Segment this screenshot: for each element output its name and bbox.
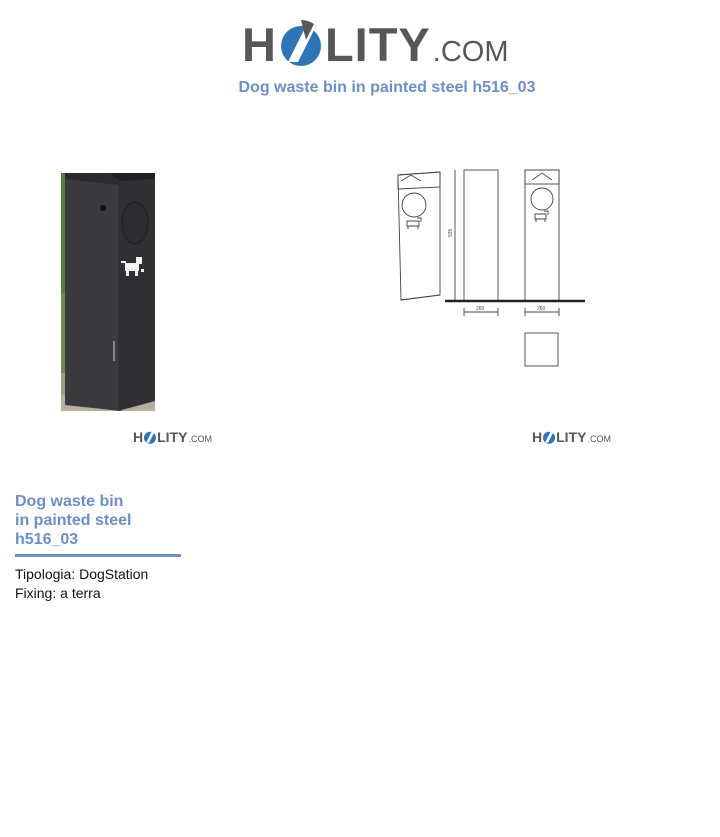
logo-o-mark-icon [143,430,157,445]
product-name-line-3: h516_03 [15,531,79,548]
attribute-label: Tipologia [15,566,72,582]
logo-letter-h: H [133,429,144,445]
product-attributes [15,565,148,603]
logo-tld: .COM [587,434,611,444]
side-width-dimension-label: 260 [476,306,485,312]
product-name-line-1: Dog waste bin [15,493,124,510]
attribute-value: a terra [60,585,101,601]
page-title: Dog waste bin in painted steel h516_03 [238,79,536,96]
product-name-line-2: in painted steel [15,512,132,529]
logo-tld: .COM [188,434,212,444]
product-photo [61,173,155,411]
section-divider [15,554,181,557]
logo-letters-lity: LITY [324,18,431,71]
technical-drawing [395,165,590,370]
photo-logo [133,430,212,445]
product-name [15,492,131,549]
logo-o-mark-icon [278,20,324,70]
logo-letter-h: H [532,429,543,445]
holity-logo [242,12,509,70]
drawing-logo [532,430,611,445]
height-dimension-label: 935 [448,228,454,237]
logo-letter-h: H [242,18,277,71]
logo-tld: .COM [432,36,509,68]
attribute-row-tipologia: Tipologia: DogStation [15,566,149,582]
logo-letters-lity: LITY [556,429,587,445]
attribute-row-fixing: Fixing: a terra [15,585,101,601]
attribute-label: Fixing [15,585,53,601]
back-width-dimension-label: 260 [537,306,546,312]
attribute-value: DogStation [79,566,149,582]
logo-letters-lity: LITY [157,429,188,445]
logo-o-mark-icon [542,430,556,445]
